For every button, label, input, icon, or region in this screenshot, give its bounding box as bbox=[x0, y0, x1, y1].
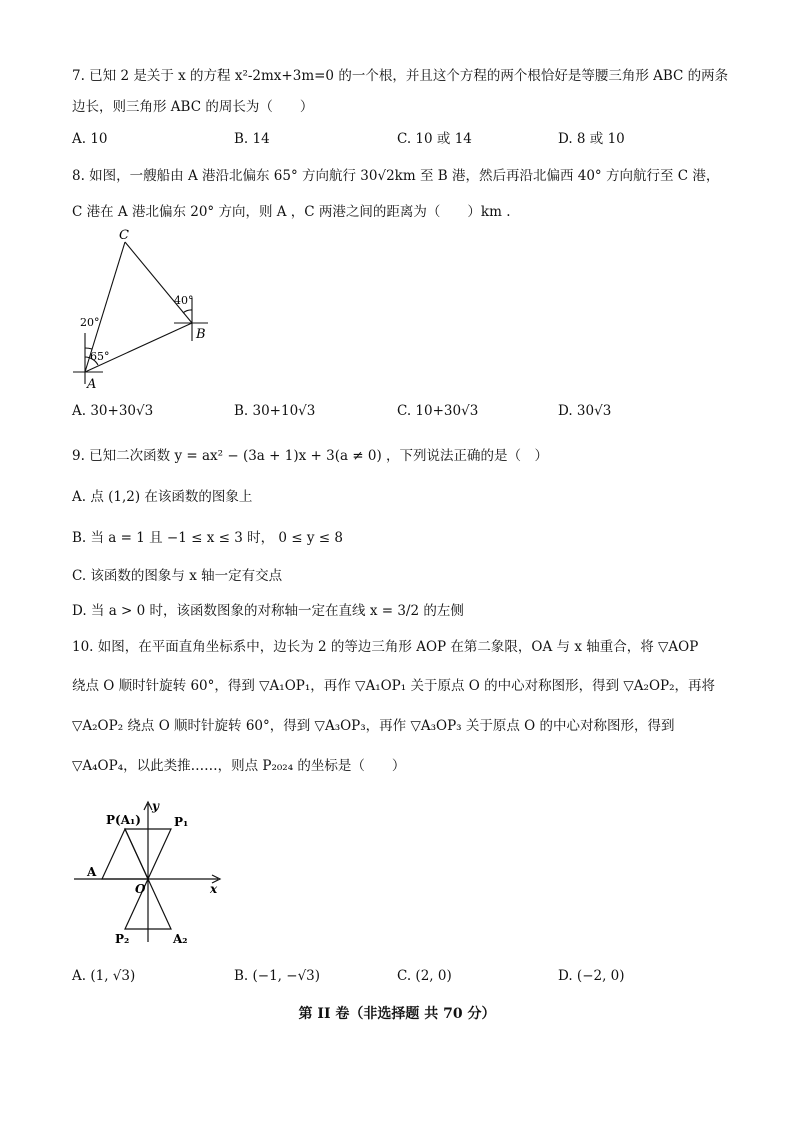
q10-line4: ▽A₄OP₄，以此类推……，则点 P₂₀₂₄ 的坐标是（ ） bbox=[72, 758, 406, 774]
q9-stem: 9. 已知二次函数 y = ax² − (3a + 1)x + 3(a ≠ 0) ，下列说法正确的是（ ） bbox=[72, 448, 549, 464]
q7-option-c[interactable]: C. 10 或 14 bbox=[397, 131, 472, 147]
q7-line2: 边长，则三角形 ABC 的周长为（ ） bbox=[72, 99, 314, 115]
q10-option-d[interactable]: D. (−2, 0) bbox=[558, 968, 625, 984]
q8-line1: 8. 如图，一艘船由 A 港沿北偏东 65° 方向航行 30√2km 至 B 港，然后再沿北偏西 40° 方向航行至 C 港， bbox=[72, 168, 720, 184]
label-o: O bbox=[135, 882, 146, 896]
angle-arc-20 bbox=[85, 348, 92, 349]
segment-cb bbox=[125, 242, 192, 323]
q8-option-a[interactable]: A. 30+30√3 bbox=[72, 403, 154, 419]
triangle-aop bbox=[102, 829, 148, 879]
q10-option-b[interactable]: B. (−1, −√3) bbox=[234, 968, 321, 984]
label-a: A bbox=[87, 377, 97, 392]
q8-option-b[interactable]: B. 30+10√3 bbox=[234, 403, 316, 419]
label-p2: P₂ bbox=[115, 932, 130, 946]
q10-option-a[interactable]: A. (1, √3) bbox=[72, 968, 136, 984]
q7-option-a[interactable]: A. 10 bbox=[72, 131, 108, 147]
q9-option-d[interactable]: D. 当 a > 0 时，该函数图象的对称轴一定在直线 x = 3/2 的左侧 bbox=[72, 603, 464, 619]
label-y: y bbox=[152, 799, 159, 813]
label-x: x bbox=[210, 882, 218, 896]
q10-option-c[interactable]: C. (2, 0) bbox=[397, 968, 452, 984]
segment-ab bbox=[85, 323, 192, 372]
q9-option-c[interactable]: C. 该函数的图象与 x 轴一定有交点 bbox=[72, 568, 283, 584]
label-p1: P₁ bbox=[174, 815, 189, 829]
q8-figure bbox=[70, 226, 220, 394]
label-40: 40° bbox=[174, 294, 194, 307]
q10-line2: 绕点 O 顺时针旋转 60°，得到 ▽A₁OP₁，再作 ▽A₁OP₁ 关于原点 O 的中心对称图形，得到 ▽A₂OP₂，再将 bbox=[72, 678, 716, 694]
label-65: 65° bbox=[90, 350, 110, 363]
label-a2: A₂ bbox=[173, 932, 188, 946]
q8-option-c[interactable]: C. 10+30√3 bbox=[397, 403, 479, 419]
label-b: B bbox=[196, 327, 206, 342]
q9-option-a[interactable]: A. 点 (1,2) 在该函数的图象上 bbox=[72, 489, 253, 505]
angle-arc-40 bbox=[183, 310, 192, 313]
q8-option-d[interactable]: D. 30√3 bbox=[558, 403, 612, 419]
q7-option-d[interactable]: D. 8 或 10 bbox=[558, 131, 625, 147]
label-p-a1: P(A₁) bbox=[106, 813, 141, 827]
q10-figure bbox=[70, 796, 230, 948]
q8-line2: C 港在 A 港北偏东 20° 方向，则 A ，C 两港之间的距离为（ ）km . bbox=[72, 204, 511, 220]
q7-line1: 7. 已知 2 是关于 x 的方程 x²-2mx+3m=0 的一个根，并且这个方程的两个根恰好是等腰三角形 ABC 的两条 bbox=[72, 68, 729, 84]
q10-line3: ▽A₂OP₂ 绕点 O 顺时针旋转 60°，得到 ▽A₃OP₃，再作 ▽A₃OP₃ 关于原点 O 的中心对称图形，得到 bbox=[72, 718, 675, 734]
q10-line1: 10. 如图，在平面直角坐标系中，边长为 2 的等边三角形 AOP 在第二象限，OA 与 x 轴重合，将 ▽AOP bbox=[72, 639, 699, 655]
label-a: A bbox=[87, 865, 97, 879]
section-title: 第 II 卷（非选择题 共 70 分） bbox=[298, 1006, 496, 1022]
q9-option-b[interactable]: B. 当 a = 1 且 −1 ≤ x ≤ 3 时， 0 ≤ y ≤ 8 bbox=[72, 530, 343, 546]
q7-option-b[interactable]: B. 14 bbox=[234, 131, 270, 147]
label-c: C bbox=[119, 228, 129, 243]
label-20: 20° bbox=[80, 316, 100, 329]
